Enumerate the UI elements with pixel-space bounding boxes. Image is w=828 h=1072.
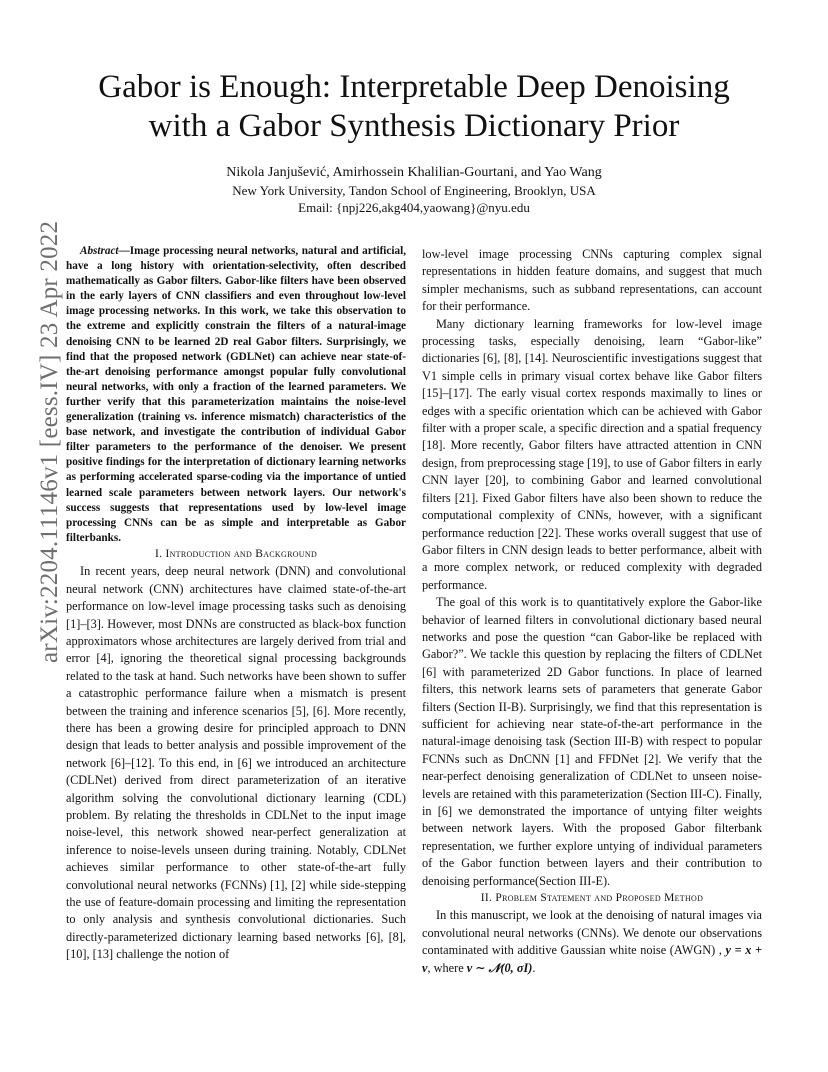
left-column [66,244,406,964]
paragraph-continuation: low-level image processing CNNs capturing complex signal representations in hidden feature domains, and suggest that much simpler mechanisms, such as subband representations, can account for their performance. [422,247,762,314]
section-heading-2: II. Problem Statement and Proposed Method [480,892,704,905]
paper-title [40,68,788,146]
intro-paragraph: In recent years, deep neural network (DNN) and convolutional neural network (CNN) architectures have claimed state-of-the-art performance on low-level image processing tasks such as denoising [1]–[3]. However, most DNNs are constructed as black-box function approximators whose architectures are largely derived from trial and error [4], ignoring the theoretical signal processing backgrounds related to the task at hand. Such networks have been shown to suffer a catastrophic performance failure when a mismatch is present between the training and inference scenarios [5], [6]. More recently, there has been a growing desire for principled approach to DNN design that leads to better analysis and possible improvement of the network [6]–[12]. To this end, in [6] we introduced an architecture (CDLNet) derived from direct parameterization of an iterative algorithm solving the convolutional dictionary learning (CDL) problem. By relating the thresholds in CDLNet to the input image noise-level, this network showed near-perfect generalization at inference to noise-levels unseen during training. Notably, CDLNet achieves similar performance to other state-of-the-art fully convolutional neural networks (FCNNs) [1], [2] while side-stepping the use of feature-domain processing and limiting the representation to only analysis and synthesis convolutional dictionaries. Such directly-parameterized dictionary learning based networks [6], [8], [10], [13] challenge the notion of [66,564,406,962]
email: Email: {npj226,akg404,yaowang}@nyu.edu [298,200,530,215]
equation-noise: ν ∼ 𝒩(0, σI) [466,960,533,975]
authors: Nikola Janjušević, Amirhossein Khalilian-Gourtani, and Yao Wang [226,165,602,180]
paragraph-gabor-like: Many dictionary learning frameworks for low-level image processing tasks, especially denoising, learn “Gabor-like” dictionaries [6], [8], [14]. Neuroscientific investigations suggest that V1 simple cells in primary visual cortex behave like Gabor filters [15]–[17]. The early visual cortex responds maximally to lines or edges with a specific orientation which can be achieved with Gabor filter with a proper scale, a specific direction and a spatial frequency [18]. More recently, Gabor filters have attracted attention in CNN design, from preprocessing stage [19], to use of Gabor filters in early CNN layer [20], to combining Gabor and learned convolutional filters [21]. Fixed Gabor filters have also been shown to reduce the computational complexity of CNNs, however, with a significant performance reduction [22]. These works overall suggest that use of Gabor filters in CNN design leads to better performance, albeit with a more complex network, or reduced complexity with degraded performance. [422,316,762,592]
abstract-text: —Image processing neural networks, natural and artificial, have a long history with orientation-selectivity, often described mathematically as Gabor filters. Gabor-like filters have been observed in the early layers of CNN classifiers and even throughout low-level image processing networks. In this work, we take this observation to the extreme and explicitly constrain the filters of a natural-image denoising CNN to be learned 2D real Gabor filters. Surprisingly, we find that the proposed network (GDLNet) can achieve near state-of-the-art denoising performance amongst popular fully convolutional neural networks, with only a fraction of the learned parameters. We further verify that this parameterization maintains the noise-level generalization (training vs. inference mismatch) characteristics of the base network, and investigate the contribution of individual Gabor filter parameters to the performance of the denoiser. We present positive findings for the interpretation of dictionary learning networks as performing accelerated sparse-coding via the importance of untied learned scale parameters between network layers. Our network's success suggests that representations used by low-level image processing CNNs can be as simple and interpretable as Gabor filterbanks. [66,245,406,544]
section-heading-1: I. Introduction and Background [154,547,318,560]
paragraph-problem: In this manuscript, we look at the denoising of natural images via convolutional neural networks (CNNs). We denote our observations contaminated with additive Gaussian white noise (AWGN) , y = x + ν, where ν ∼ 𝒩(0, σI). [422,908,762,975]
paragraph-goal: The goal of this work is to quantitatively explore the Gabor-like behavior of learned filters in convolutional dictionary based neural networks and pose the question “can Gabor-like be replaced with Gabor?”. We tackle this question by replacing the filters of CDLNet [6] with parameterized 2D Gabor functions. In place of learned filters, this network learns sets of parameters that generate Gabor filters (Section II-B). Surprisingly, we find that this representation is sufficient for achieving near state-of-the-art performance in the natural-image denoising task (Section III-B) with respect to popular FCNNs such as DnCNN [1] and FFDNet [2]. We verify that the near-perfect denoising generalization of CDLNet to unseen noise-levels are retained with this parameterization (Section III-C). Finally, in [6] we demonstrated the importance of untying filter weights between network layers. With the proposed Gabor filterbank representation, we further explore untying of individual parameters of the Gabor function between layers and their contribution to denoising performance(Section III-E). [422,595,762,888]
abstract-label: Abstract [80,245,119,257]
title-line-1: Gabor is Enough: Interpretable Deep Denoising [98,69,730,105]
equation-observation: y = x + ν [422,943,762,975]
arxiv-stamp-text: arXiv:2204.11146v1 [eess.IV] 23 Apr 2022 [36,220,63,663]
title-line-2: with a Gabor Synthesis Dictionary Prior [148,108,680,144]
arxiv-stamp [16,220,63,663]
abstract [66,244,406,546]
right-column [422,246,762,977]
affiliation: New York University, Tandon School of Engineering, Brooklyn, USA [232,183,596,198]
